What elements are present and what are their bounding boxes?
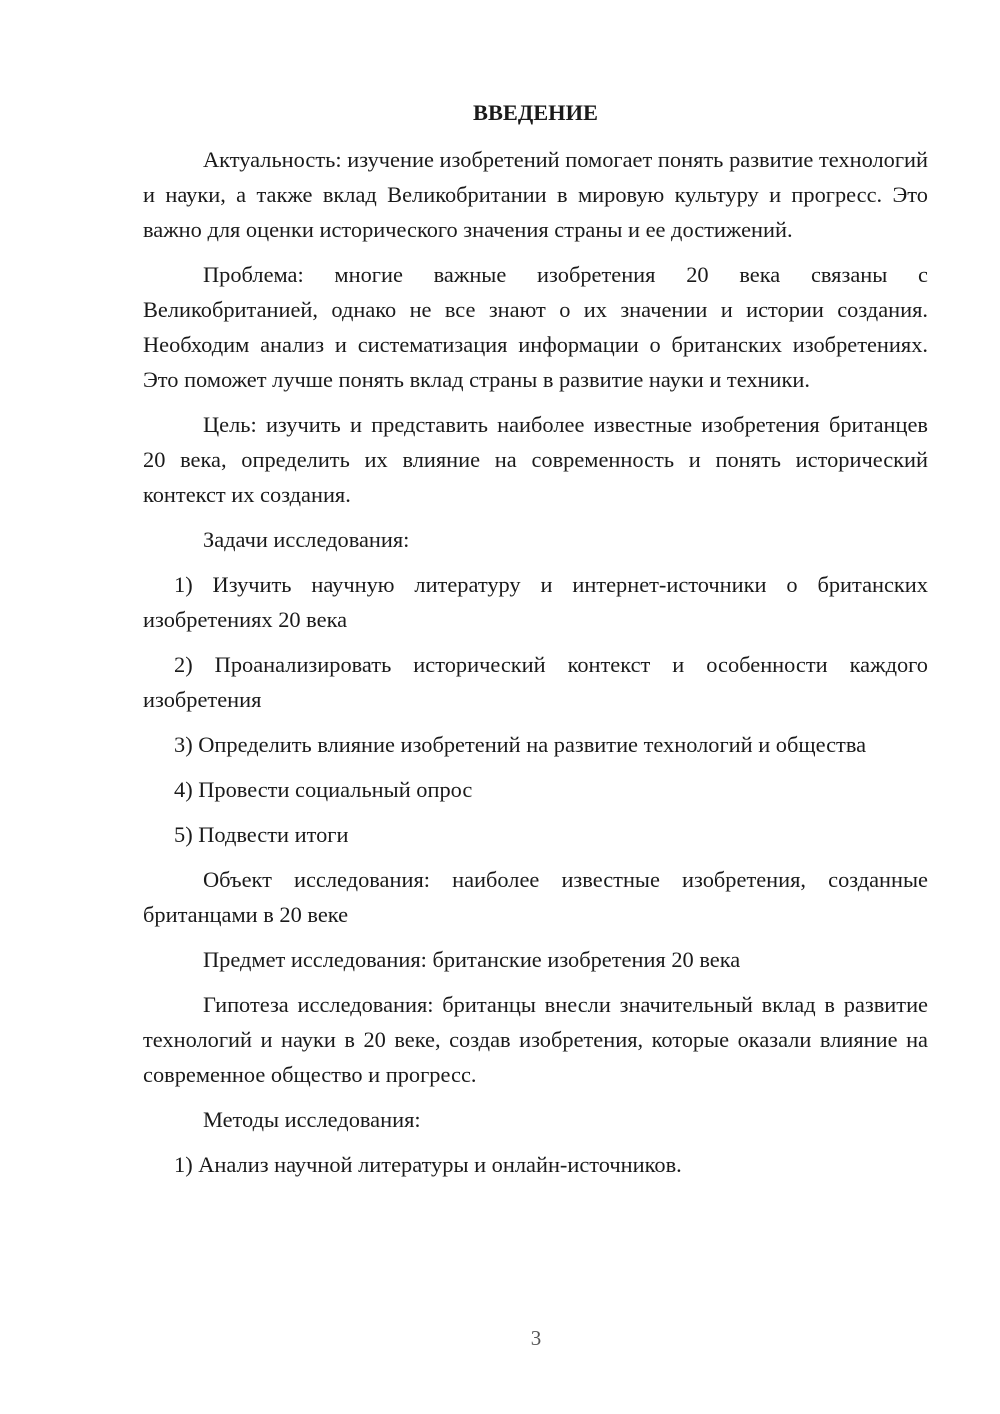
task-item: 5) Подвести итоги [174, 822, 349, 847]
object-paragraph: Объект исследования: наиболее известные изобретения, созданные британцами в 20 веке [143, 867, 928, 927]
methods-heading: Методы исследования: [203, 1107, 421, 1132]
document-page [143, 95, 928, 1192]
hypothesis-paragraph: Гипотеза исследования: британцы внесли значительный вклад в развитие технологий и науки в 20 веке, создав изобретения, которые оказали влияние на современное общество и прогресс. [143, 992, 928, 1087]
method-item: 1) Анализ научной литературы и онлайн-источников. [174, 1152, 682, 1177]
problem-paragraph: Проблема: многие важные изобретения 20 века связаны с Великобританией, однако не все знают о их значении и истории создания. Необходим анализ и систематизация информации о британских изобретениях. Это поможет лучше понять вклад страны в развитие науки и техники. [143, 262, 928, 392]
task-item: 2) Проанализировать исторический контекст и особенности каждого изобретения [143, 652, 928, 712]
relevance-paragraph: Актуальность: изучение изобретений помогает понять развитие технологий и науки, а также вклад Великобритании в мировую культуру и прогресс. Это важно для оценки исторического значения страны и ее достижений. [143, 147, 928, 242]
task-item: 3) Определить влияние изобретений на развитие технологий и общества [174, 732, 867, 757]
task-item: 4) Провести социальный опрос [174, 777, 473, 802]
page-number: 3 [530, 1326, 542, 1350]
task-item: 1) Изучить научную литературу и интернет-источники о британских изобретениях 20 века [143, 572, 928, 632]
page-title: ВВЕДЕНИЕ [473, 100, 598, 125]
subject-paragraph: Предмет исследования: британские изобретения 20 века [203, 947, 741, 972]
goal-paragraph: Цель: изучить и представить наиболее известные изобретения британцев 20 века, определить их влияние на современность и понять исторический контекст их создания. [143, 412, 928, 507]
tasks-heading: Задачи исследования: [203, 527, 410, 552]
